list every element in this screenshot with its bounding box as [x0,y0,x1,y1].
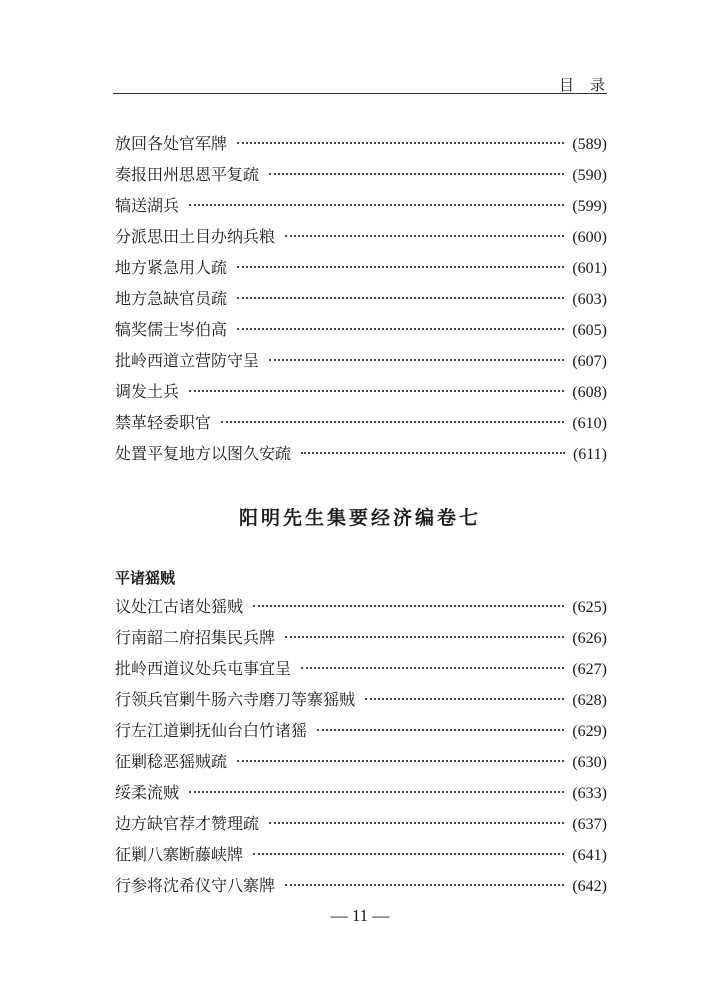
header-rule [113,93,607,94]
dot-leader [189,390,564,392]
dot-leader [269,359,564,361]
toc-entry-page: (637) [572,816,607,833]
toc-entry-page: (600) [572,229,607,246]
toc-entry-page: (603) [572,291,607,308]
dot-leader [269,173,564,175]
dot-leader [301,667,564,669]
dot-leader [317,729,564,731]
running-head-title: 目录 [558,76,621,94]
toc-entry-page: (625) [572,599,607,616]
toc-entry-title: 行左江道剿抚仙台白竹诸猺 [115,721,308,740]
toc-entry-title: 放回各处官军牌 [115,134,228,153]
toc-entry-page: (608) [572,384,607,401]
toc-entry-page: (610) [572,415,607,432]
toc-entry-page: (599) [572,198,607,215]
dot-leader [237,760,564,762]
toc-entry [115,746,607,777]
dot-leader [285,636,564,638]
toc-entry [115,653,607,684]
dot-leader [253,853,564,855]
toc-entry-page: (611) [572,446,607,463]
toc-entry-title: 地方紧急用人疏 [115,258,228,277]
toc-entry-title: 犒奖儒士岑伯高 [115,320,228,339]
toc-entry [115,438,607,469]
toc-entry-title: 地方急缺官员疏 [115,289,228,308]
toc-entry [115,839,607,870]
toc-entry-title: 调发土兵 [115,382,180,401]
dot-leader [285,884,564,886]
toc-entry [115,591,607,622]
toc-entry [115,128,607,159]
toc-list-part1 [115,128,607,469]
toc-entry-title: 绥柔流贼 [115,783,180,802]
toc-entry [115,684,607,715]
toc-entry-title: 奏报田州思恩平复疏 [115,165,260,184]
toc-list-part2 [115,591,607,901]
dot-leader [237,266,564,268]
toc-entry-title: 征剿八寨断藤峡牌 [115,845,244,864]
toc-entry-page: (626) [572,630,607,647]
dot-leader [301,452,565,454]
dot-leader [189,791,564,793]
page-number: — 11 — [330,906,390,925]
toc-entry-page: (589) [572,136,607,153]
toc-entry-title: 行参将沈希仪守八寨牌 [115,876,276,895]
dot-leader [269,822,564,824]
toc-entry-page: (633) [572,785,607,802]
toc-entry [115,345,607,376]
toc-entry [115,808,607,839]
toc-entry-page: (627) [572,661,607,678]
dot-leader [365,698,564,700]
toc-entry-title: 边方缺官荐才赞理疏 [115,814,260,833]
dot-leader [221,421,564,423]
toc-entry-page: (605) [572,322,607,339]
toc-entry-page: (628) [572,692,607,709]
dot-leader [237,297,564,299]
toc-entry [115,622,607,653]
toc-entry [115,407,607,438]
toc-entry [115,777,607,808]
toc-entry-page: (641) [572,847,607,864]
toc-entry-title: 犒送湖兵 [115,196,180,215]
toc-entry [115,283,607,314]
section-title: 阳明先生集要经济编卷七 [238,507,481,529]
toc-entry-page: (630) [572,754,607,771]
toc-entry [115,190,607,221]
toc-entry-page: (629) [572,723,607,740]
toc-entry-title: 征剿稔恶猺贼疏 [115,752,228,771]
toc-entry-title: 禁革轻委职官 [115,413,212,432]
dot-leader [189,204,564,206]
dot-leader [237,328,564,330]
dot-leader [285,235,564,237]
toc-entry [115,376,607,407]
toc-entry [115,221,607,252]
toc-entry [115,314,607,345]
sub-heading: 平诸猺贼 [115,569,176,587]
toc-entry-title: 分派思田土目办纳兵粮 [115,227,276,246]
dot-leader [237,142,564,144]
toc-entry-title: 行南韶二府招集民兵牌 [115,628,276,647]
toc-entry [115,715,607,746]
toc-entry-title: 批岭西道立营防守呈 [115,351,260,370]
toc-entry-page: (601) [572,260,607,277]
toc-entry-page: (590) [572,167,607,184]
toc-entry-title: 行领兵官剿牛肠六寺磨刀等寨猺贼 [115,690,356,709]
toc-entry-page: (642) [572,878,607,895]
toc-entry [115,252,607,283]
toc-entry-title: 批岭西道议处兵屯事宜呈 [115,659,292,678]
toc-entry-title: 议处江古诸处猺贼 [115,597,244,616]
running-head [113,68,621,94]
dot-leader [253,605,564,607]
toc-entry-title: 处置平复地方以图久安疏 [115,444,292,463]
toc-entry [115,159,607,190]
toc-entry-page: (607) [572,353,607,370]
toc-entry [115,870,607,901]
